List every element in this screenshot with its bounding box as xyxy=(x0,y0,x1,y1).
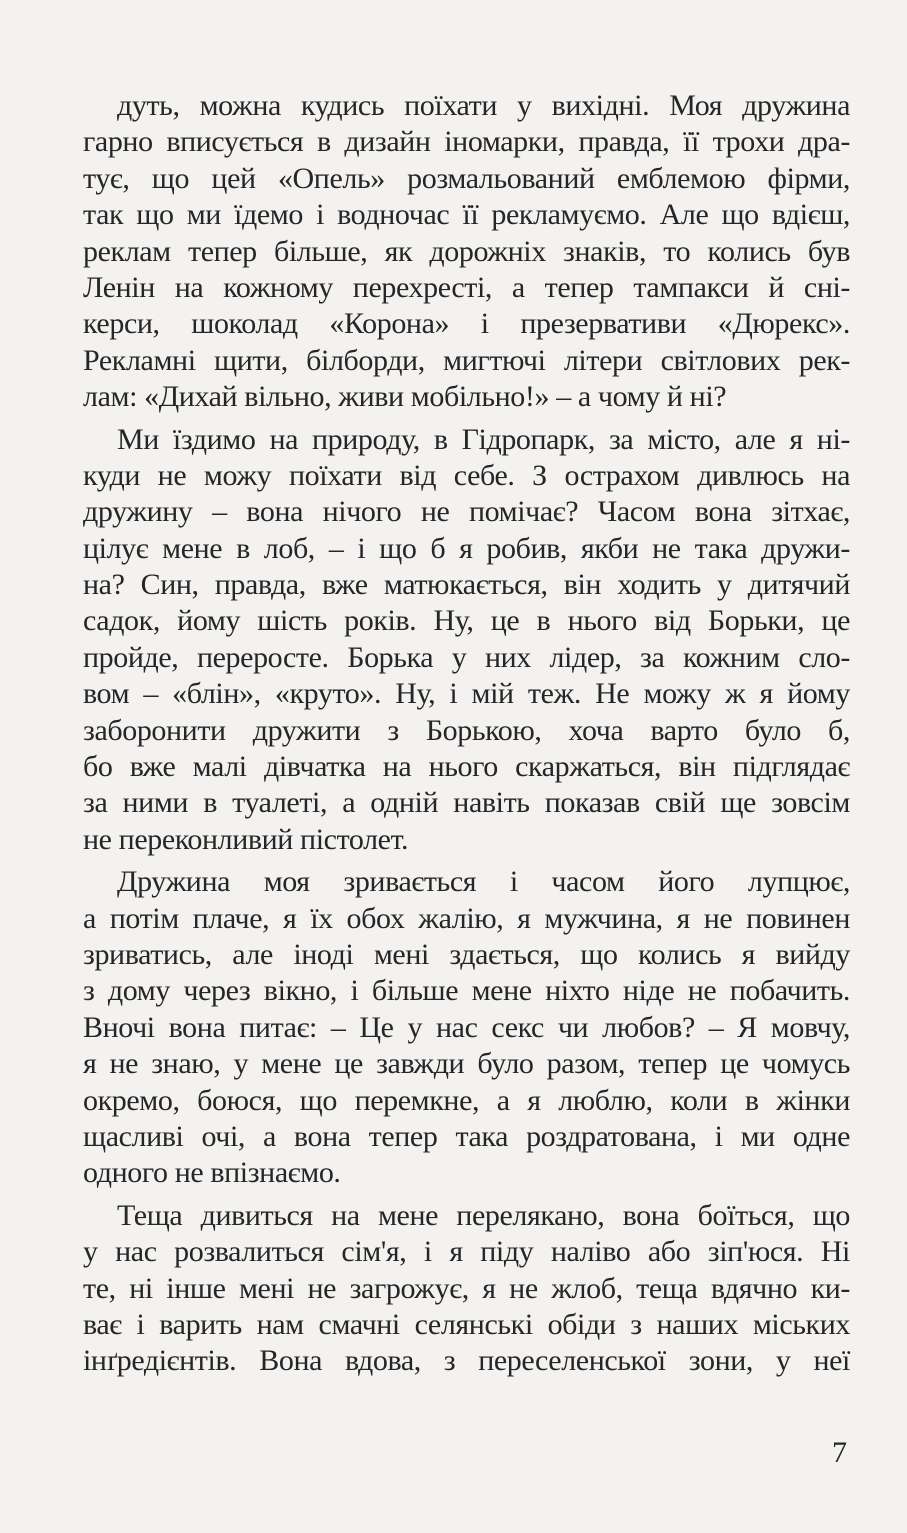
text-line: цілує мене в лоб, – і що б я робив, якби не така дружи- xyxy=(83,531,850,565)
book-page-text xyxy=(83,88,850,1386)
text-line: керси, шоколад «Корона» і презервативи «Дюрекс». xyxy=(83,307,850,341)
text-line: куди не можу поїхати від себе. З острахом дивлюсь на xyxy=(83,458,850,492)
paragraph xyxy=(83,88,850,416)
text-line: Ми їздимо на природу, в Гідропарк, за місто, але я ні- xyxy=(117,422,850,456)
text-line: а потім плаче, я їх обох жалію, я мужчина, я не повинен xyxy=(83,901,850,935)
text-line: інґредієнтів. Вона вдова, з переселенської зони, у неї xyxy=(83,1344,850,1378)
text-line: зриватись, але іноді мені здається, що колись я вийду xyxy=(83,937,850,971)
text-line: одного не впізнаємо. xyxy=(83,1156,341,1190)
text-line: заборонити дружити з Борькою, хоча варто було б, xyxy=(83,713,850,747)
text-line: не переконливий пістолет. xyxy=(83,822,409,856)
text-line: Теща дивиться на мене перелякано, вона боїться, що xyxy=(117,1198,850,1232)
paragraph xyxy=(83,1198,850,1380)
paragraph xyxy=(83,422,850,859)
text-line: реклам тепер більше, як дорожніх знаків, то колись був xyxy=(83,234,850,268)
text-line: Дружина моя зривається і часом його лупцює, xyxy=(117,865,850,899)
text-line: дуть, можна кудись поїхати у вихідні. Моя дружина xyxy=(117,89,850,122)
text-line: з дому через вікно, і більше мене ніхто ніде не побачить. xyxy=(83,974,850,1008)
text-line: ває і варить нам смачні селянські обіди з наших міських xyxy=(83,1307,850,1341)
page-number: 7 xyxy=(832,1436,847,1469)
text-line: окремо, боюся, що перемкне, а я люблю, коли в жінки xyxy=(83,1083,850,1117)
text-line: Вночі вона питає: – Це у нас секс чи любов? – Я мовчу, xyxy=(83,1010,850,1044)
text-line: за ними в туалеті, а одній навіть показав свій ще зовсім xyxy=(83,786,850,820)
text-line: гарно вписується в дизайн іномарки, правда, її трохи дра- xyxy=(83,125,850,159)
text-line: так що ми їдемо і водночас її рекламуємо. Але що вдієш, xyxy=(83,198,850,232)
text-line: лам: «Дихай вільно, живи мобільно!» – а чому й ні? xyxy=(83,380,727,414)
paragraph xyxy=(83,864,850,1192)
text-line: дружину – вона нічого не помічає? Часом вона зітхає, xyxy=(83,495,850,529)
text-line: тує, що цей «Опель» розмальований емблемою фірми, xyxy=(83,161,850,195)
text-line: Ленін на кожному перехресті, а тепер тампакси й сні- xyxy=(83,270,850,304)
text-line: Рекламні щити, білборди, мигтючі літери світлових рек- xyxy=(83,343,850,377)
text-line: садок, йому шість років. Ну, це в нього від Борьки, це xyxy=(83,604,850,638)
text-line: вом – «блін», «круто». Ну, і мій теж. Не можу ж я йому xyxy=(83,677,850,711)
text-line: пройде, переросте. Борька у них лідер, за кожним сло- xyxy=(83,640,850,674)
text-line: я не знаю, у мене це завжди було разом, тепер це чомусь xyxy=(83,1047,850,1081)
text-line: у нас розвалиться сім'я, і я піду наліво або зіп'юся. Ні xyxy=(83,1235,850,1269)
text-line: на? Син, правда, вже матюкається, він ходить у дитячий xyxy=(83,568,850,602)
text-line: бо вже малі дівчатка на нього скаржаться, він підглядає xyxy=(83,750,850,784)
text-line: те, ні інше мені не загрожує, я не жлоб, теща вдячно ки- xyxy=(83,1271,850,1305)
text-line: щасливі очі, а вона тепер така роздратована, і ми одне xyxy=(83,1119,850,1153)
